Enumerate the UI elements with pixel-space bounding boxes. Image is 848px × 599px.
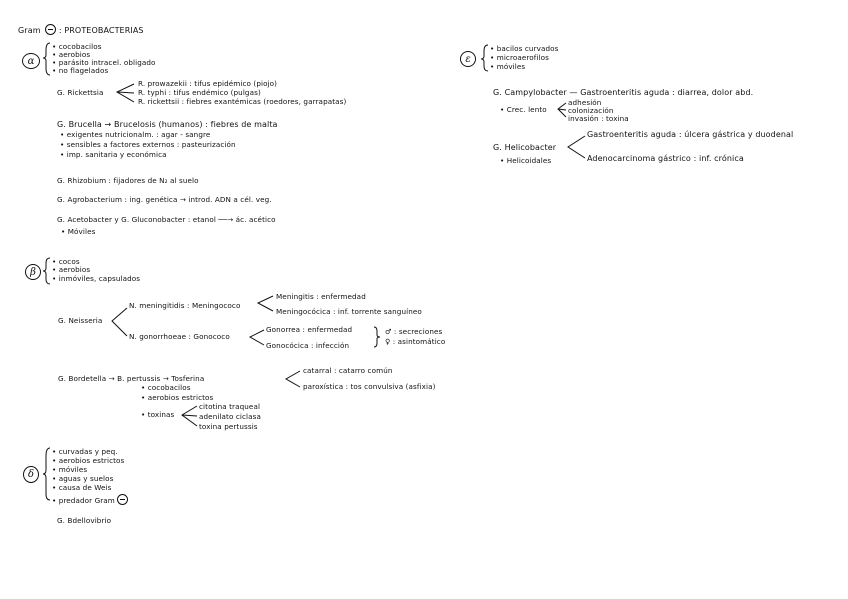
acetobacter-line: G. Acetobacter y G. Gluconobacter : etanol ──→ ác. acético (57, 215, 276, 224)
toxin-3: toxina pertussis (199, 422, 258, 431)
bdellovibrio-line: G. Bdellovibrio (57, 516, 112, 525)
delta-trait-5: • causa de Weis (52, 483, 112, 492)
page-title (18, 24, 144, 35)
crec-step-2: colonización (568, 106, 614, 115)
beta-trait-1: • cocos (52, 257, 80, 266)
toxin-1: citotina traqueal (199, 402, 261, 411)
alpha-symbol: α (22, 53, 40, 69)
alpha-trait-2: • aerobios (52, 50, 91, 59)
toxins-label: • toxinas (141, 410, 175, 419)
rhizobium-line: G. Rhizobium : fijadores de N₂ al suelo (57, 176, 199, 185)
brucella-note-3: • imp. sanitaria y económica (60, 150, 167, 159)
helicobacter-outcome-2: Adenocarcinoma gástrico : inf. crónica (587, 154, 744, 163)
rickettsia-label: G. Rickettsia (57, 88, 104, 97)
bordetella-note-2: • aerobios estrictos (141, 393, 214, 402)
agrobacterium-line: G. Agrobacterium : ing. genética → introd. ADN a cél. veg. (57, 195, 272, 204)
beta-trait-3: • inmóviles, capsulados (52, 274, 141, 283)
gram-label: Gram (18, 26, 41, 35)
bordetella-head: G. Bordetella → B. pertussis → Tosferina (58, 374, 205, 383)
crec-step-1: adhesión (568, 98, 602, 107)
epsilon-trait-3: • móviles (490, 62, 526, 71)
helicobacter-outcome-1: Gastroenteritis aguda : úlcera gástrica y duodenal (587, 130, 794, 139)
toxin-2: adenilato ciclasa (199, 412, 261, 421)
helicobacter-note: • Helicoidales (500, 156, 552, 165)
gram-negative-symbol (45, 24, 56, 35)
crec-lento-label: • Crec. lento (500, 105, 547, 114)
bordetella-note-1: • cocobacilos (141, 383, 191, 392)
campylobacter-line: G. Campylobacter — Gastroenteritis aguda : diarrea, dolor abd. (493, 88, 754, 97)
alpha-trait-4: • no flagelados (52, 66, 109, 75)
meningitidis-line: N. meningitidis : Meningococo (129, 301, 241, 310)
rickettsia-species-3: R. rickettsii : fiebres exantémicas (roedores, garrapatas) (138, 97, 347, 106)
epsilon-symbol: ε (460, 51, 476, 67)
delta-trait-6 (52, 494, 128, 505)
brucella-note-1: • exigentes nutricionalm. : agar - sangre (60, 130, 211, 139)
delta-trait-2: • aerobios estrictos (52, 456, 125, 465)
female-asymptomatic: ♀ : asintomático (385, 337, 446, 346)
meningitis-outcome-1: Meningitis : enfermedad (276, 292, 366, 301)
delta-trait-6-text: • predador Gram (52, 496, 115, 505)
gram-negative-symbol (117, 494, 128, 505)
rickettsia-species-1: R. prowazekii : tifus epidémico (piojo) (138, 79, 278, 88)
delta-trait-3: • móviles (52, 465, 88, 474)
rickettsia-species-2: R. typhi : tifus endémico (pulgas) (138, 88, 261, 97)
crec-step-3: invasión : toxina (568, 114, 629, 123)
meningitis-outcome-2: Meningocócica : inf. torrente sanguíneo (276, 307, 422, 316)
gonorrhoeae-line: N. gonorrhoeae : Gonococo (129, 332, 230, 341)
delta-trait-4: • aguas y suelos (52, 474, 114, 483)
brucella-head: G. Brucella → Brucelosis (humanos) : fiebres de malta (57, 120, 278, 129)
epsilon-trait-2: • microaerofilos (490, 53, 549, 62)
epsilon-trait-1: • bacilos curvados (490, 44, 559, 53)
gono-outcome-1: Gonorrea : enfermedad (266, 325, 353, 334)
title-text: : PROTEOBACTERIAS (58, 26, 144, 35)
neisseria-label: G. Neisseria (58, 316, 103, 325)
tosferina-outcome-1: catarral : catarro común (303, 366, 393, 375)
brucella-note-2: • sensibles a factores externos : pasteurización (60, 140, 236, 149)
beta-trait-2: • aerobios (52, 265, 91, 274)
helicobacter-label: G. Helicobacter (493, 143, 557, 152)
male-secretions: ♂ : secreciones (385, 327, 443, 336)
tosferina-outcome-2: paroxística : tos convulsiva (asfixia) (303, 382, 436, 391)
delta-trait-1: • curvadas y peq. (52, 447, 118, 456)
alpha-trait-1: • cocobacilos (52, 42, 102, 51)
gono-outcome-2: Gonocócica : infección (266, 341, 350, 350)
acetobacter-note: • Móviles (61, 227, 96, 236)
beta-symbol: β (25, 264, 41, 280)
alpha-trait-3: • parásito intracel. obligado (52, 58, 156, 67)
delta-symbol: δ (23, 466, 39, 483)
